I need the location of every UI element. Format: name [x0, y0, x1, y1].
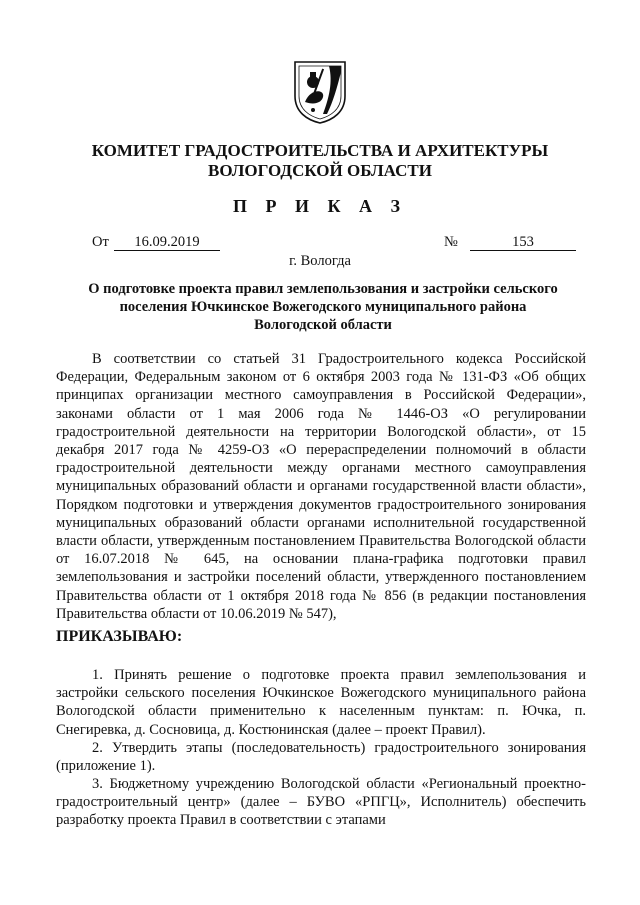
- preamble-paragraph: В соответствии со статьей 31 Градостроительного кодекса Российской Федерации, Федеральным законом от 6 октября 2003 года № 131-ФЗ «Об общих принципах организации местного самоуправления в Российской Федерации», законами области от 1 мая 2006 года № 1446-ОЗ «О регулировании градостроительной деятельности на территории Вологодской области», от 15 декабря 2017 года № 4259-ОЗ «О перераспределении полномочий в области градостроительной деятельности между органами местного самоуправления муниципальных образований области и органами государственной власти области», Порядком подготовки и утверждения документов градостроительного зонирования муниципальных образований области органами исполнительной государственной власти области, утвержденным постановлением Правительства Вологодской области от 16.07.2018 № 645, на основании плана-графика подготовки правил землепользования и застройки поселений области, утвержденного постановлением Правительства области от 1 октября 2018 года № 856 (в редакции постановления Правительства области от 10.06.2019 № 547),: [56, 351, 586, 622]
- order-item-2: 2. Утвердить этапы (последовательность) градостроительного зонирования (приложение 1).: [56, 740, 586, 775]
- order-item-3: 3. Бюджетному учреждению Вологодской области «Региональный проектно-градостроительный центр» (далее – БУВО «РПГЦ», Исполнитель) обеспечить разработку проекта Правил в соответствии с этапами: [56, 776, 586, 829]
- number-label: №: [444, 234, 458, 250]
- document-type-heading: П Р И К А З: [232, 196, 408, 216]
- city: г. Вологда: [289, 253, 351, 269]
- coat-of-arms-emblem: [289, 58, 351, 124]
- order-heading: ПРИКАЗЫВАЮ:: [56, 628, 183, 645]
- document-number: 153: [470, 234, 576, 251]
- organization-name-line1: КОМИТЕТ ГРАДОСТРОИТЕЛЬСТВА И АРХИТЕКТУРЫ: [91, 141, 549, 160]
- order-item-1: 1. Принять решение о подготовке проекта правил землепользования и застройки сельского поселения Ючкинское Вожегодского муниципального района Вологодской области применительно к населенным пунктам: п. Ючка, п. Снегиревка, д. Сосновица, д. Костюнинская (далее – проект Правил).: [56, 667, 586, 738]
- organization-name-line2: ВОЛОГОДСКОЙ ОБЛАСТИ: [208, 161, 432, 180]
- document-title: О подготовке проекта правил землепользования и застройки сельского поселения Ючкинское Вожегодского муниципального района Вологодской области: [88, 281, 558, 333]
- document-date: 16.09.2019: [114, 234, 220, 251]
- date-label: От: [92, 234, 109, 250]
